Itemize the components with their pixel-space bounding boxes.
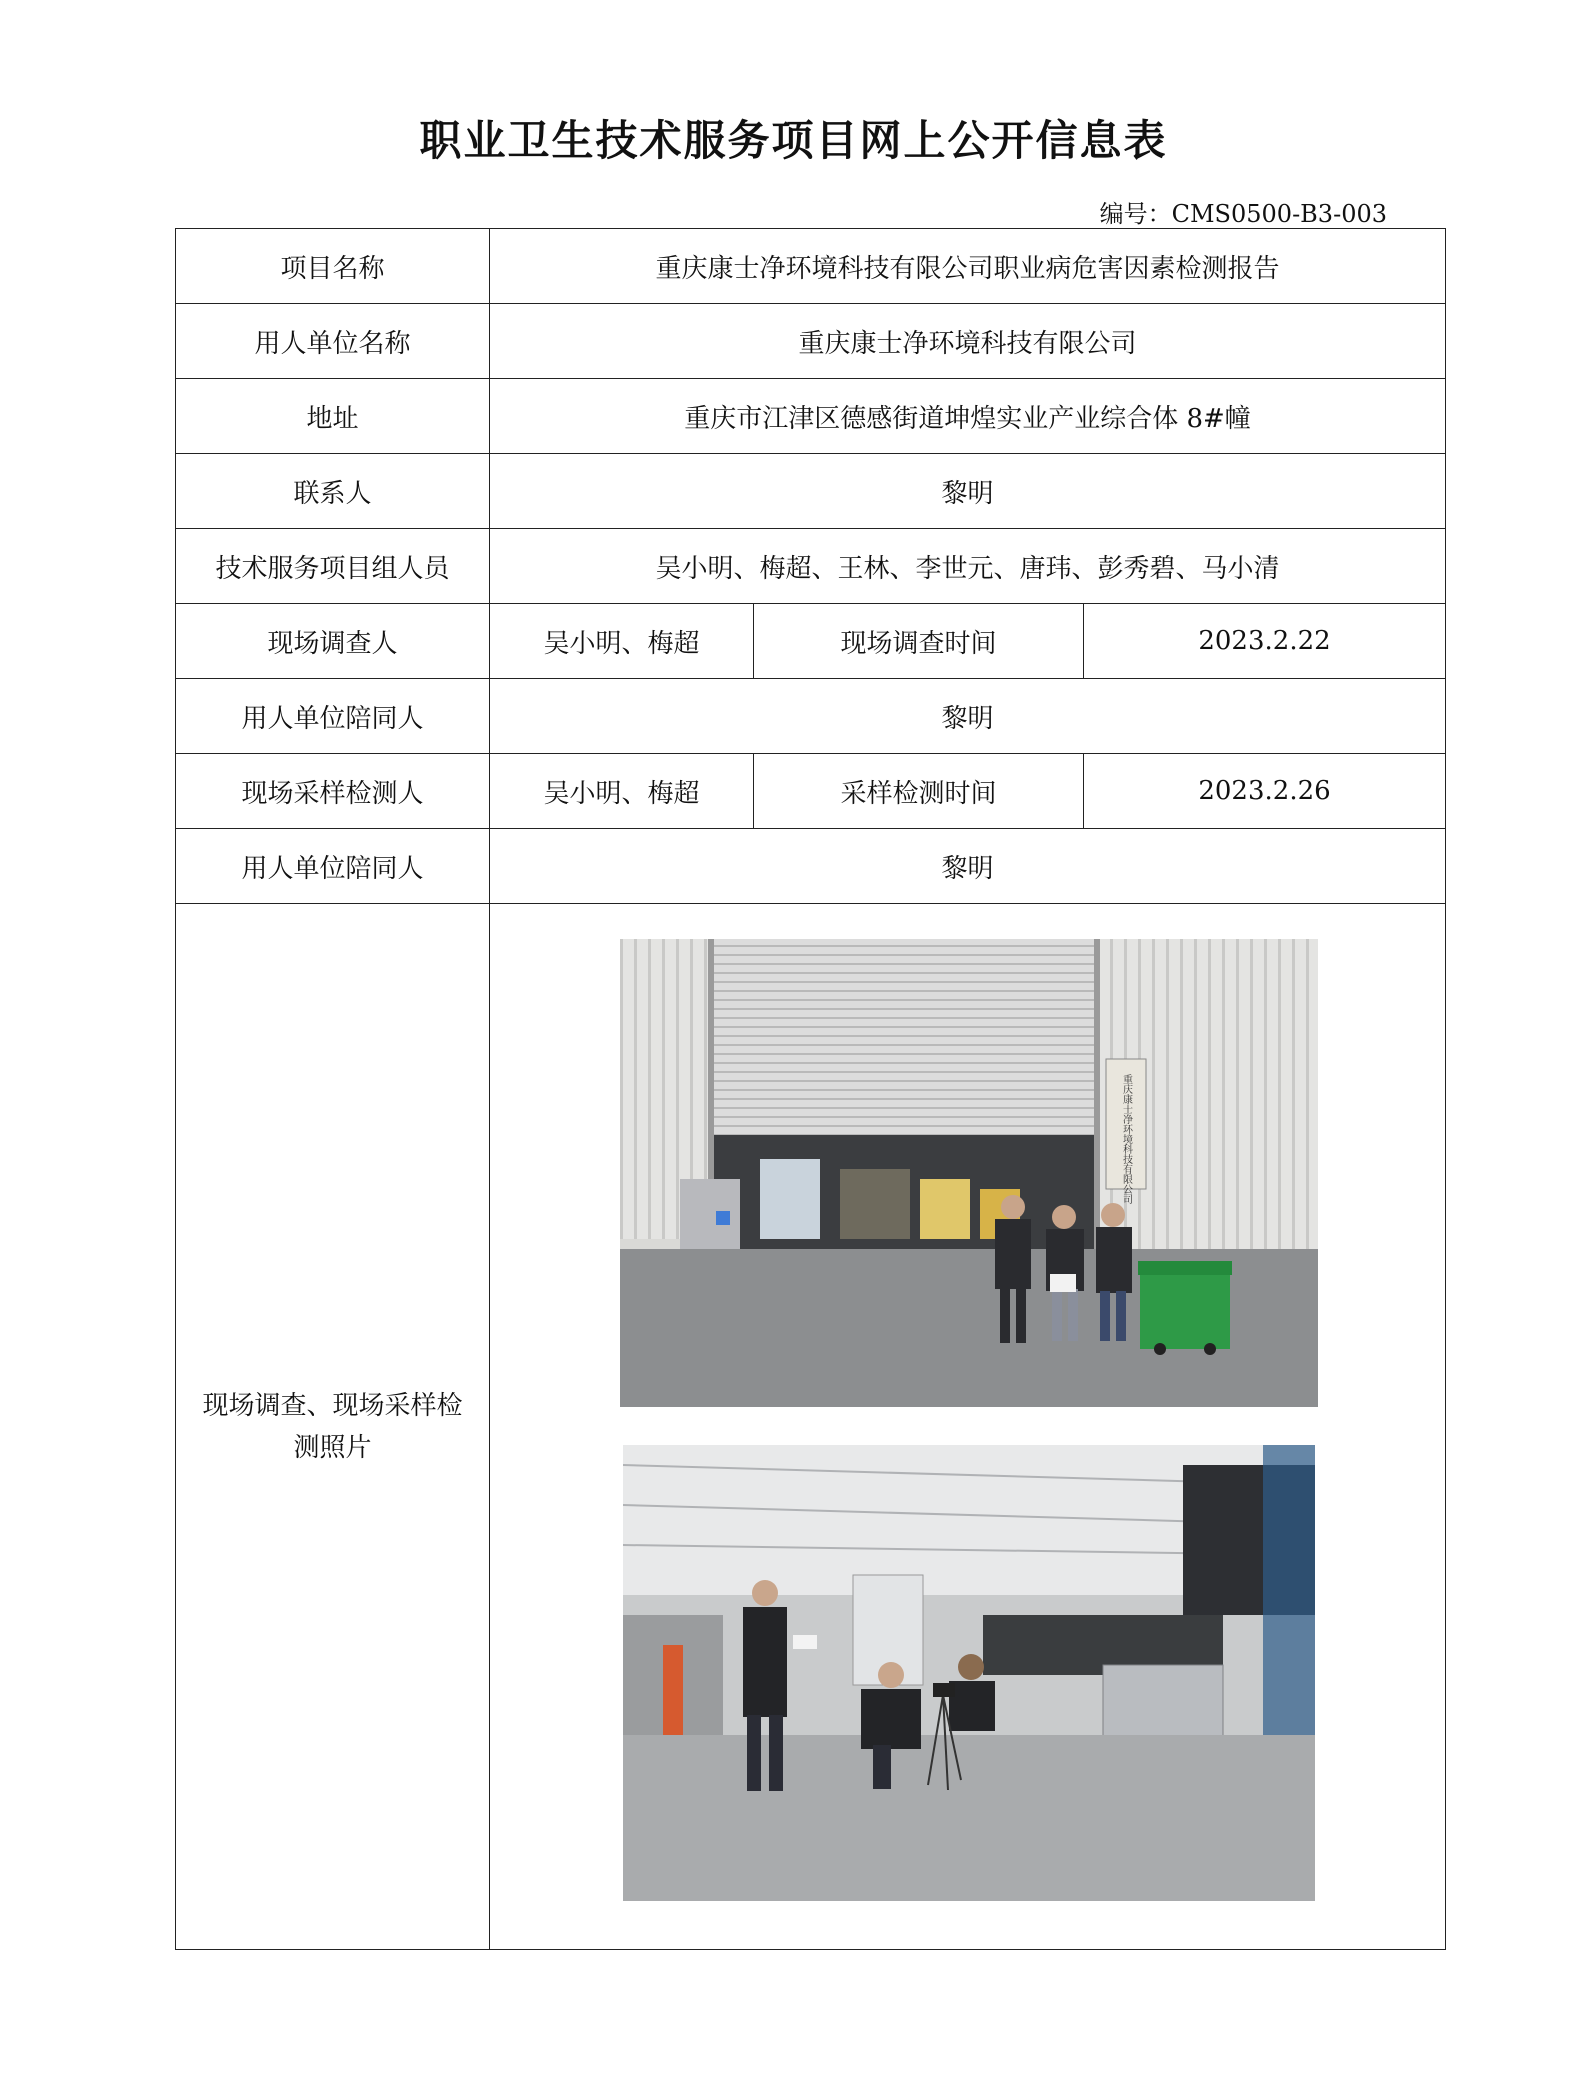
info-table (175, 228, 1446, 1950)
row-contact (176, 454, 1446, 529)
value-sampling-escort: 黎明 (490, 829, 1446, 904)
document-title: 职业卫生技术服务项目网上公开信息表 (419, 116, 1168, 165)
document-code: 编号：CMS0500-B3-003 (1099, 200, 1387, 228)
value-contact: 黎明 (490, 454, 1446, 529)
label-photos (176, 904, 490, 1950)
value-employer: 重庆康士净环境科技有限公司 (490, 304, 1446, 379)
label-contact: 联系人 (176, 454, 490, 529)
photos-cell (490, 904, 1446, 1950)
value-sampling-time: 2023.2.26 (1084, 754, 1446, 829)
value-survey: 吴小明、梅超 (490, 604, 754, 679)
value-sampling: 吴小明、梅超 (490, 754, 754, 829)
label-survey-time: 现场调查时间 (754, 604, 1084, 679)
label-project-name: 项目名称 (176, 229, 490, 304)
value-project-name: 重庆康士净环境科技有限公司职业病危害因素检测报告 (490, 229, 1446, 304)
label-employer: 用人单位名称 (176, 304, 490, 379)
value-survey-time: 2023.2.22 (1084, 604, 1446, 679)
label-survey-escort: 用人单位陪同人 (176, 679, 490, 754)
company-sign: 重庆康士净环境科技有限公司 (1120, 1074, 1132, 1204)
label-sampling: 现场采样检测人 (176, 754, 490, 829)
row-sampling (176, 754, 1446, 829)
site-sampling-photo (623, 1445, 1315, 1901)
row-employer (176, 304, 1446, 379)
value-address: 重庆市江津区德感街道坤煌实业产业综合体 8#幢 (490, 379, 1446, 454)
label-sampling-escort: 用人单位陪同人 (176, 829, 490, 904)
row-photos (176, 904, 1446, 1950)
value-survey-escort: 黎明 (490, 679, 1446, 754)
row-survey-escort (176, 679, 1446, 754)
site-survey-photo (620, 939, 1318, 1407)
row-address (176, 379, 1446, 454)
label-address: 地址 (176, 379, 490, 454)
label-sampling-time: 采样检测时间 (754, 754, 1084, 829)
value-team: 吴小明、梅超、王林、李世元、唐玮、彭秀碧、马小清 (490, 529, 1446, 604)
label-photos-line1: 现场调查、现场采样检 (202, 1390, 463, 1421)
workshop-sampling-image (623, 1445, 1315, 1901)
row-project-name (176, 229, 1446, 304)
label-team: 技术服务项目组人员 (176, 529, 490, 604)
label-photos-line2: 测照片 (293, 1432, 372, 1463)
row-sampling-escort (176, 829, 1446, 904)
label-survey: 现场调查人 (176, 604, 490, 679)
factory-entrance-image (620, 939, 1318, 1407)
row-team (176, 529, 1446, 604)
row-survey (176, 604, 1446, 679)
